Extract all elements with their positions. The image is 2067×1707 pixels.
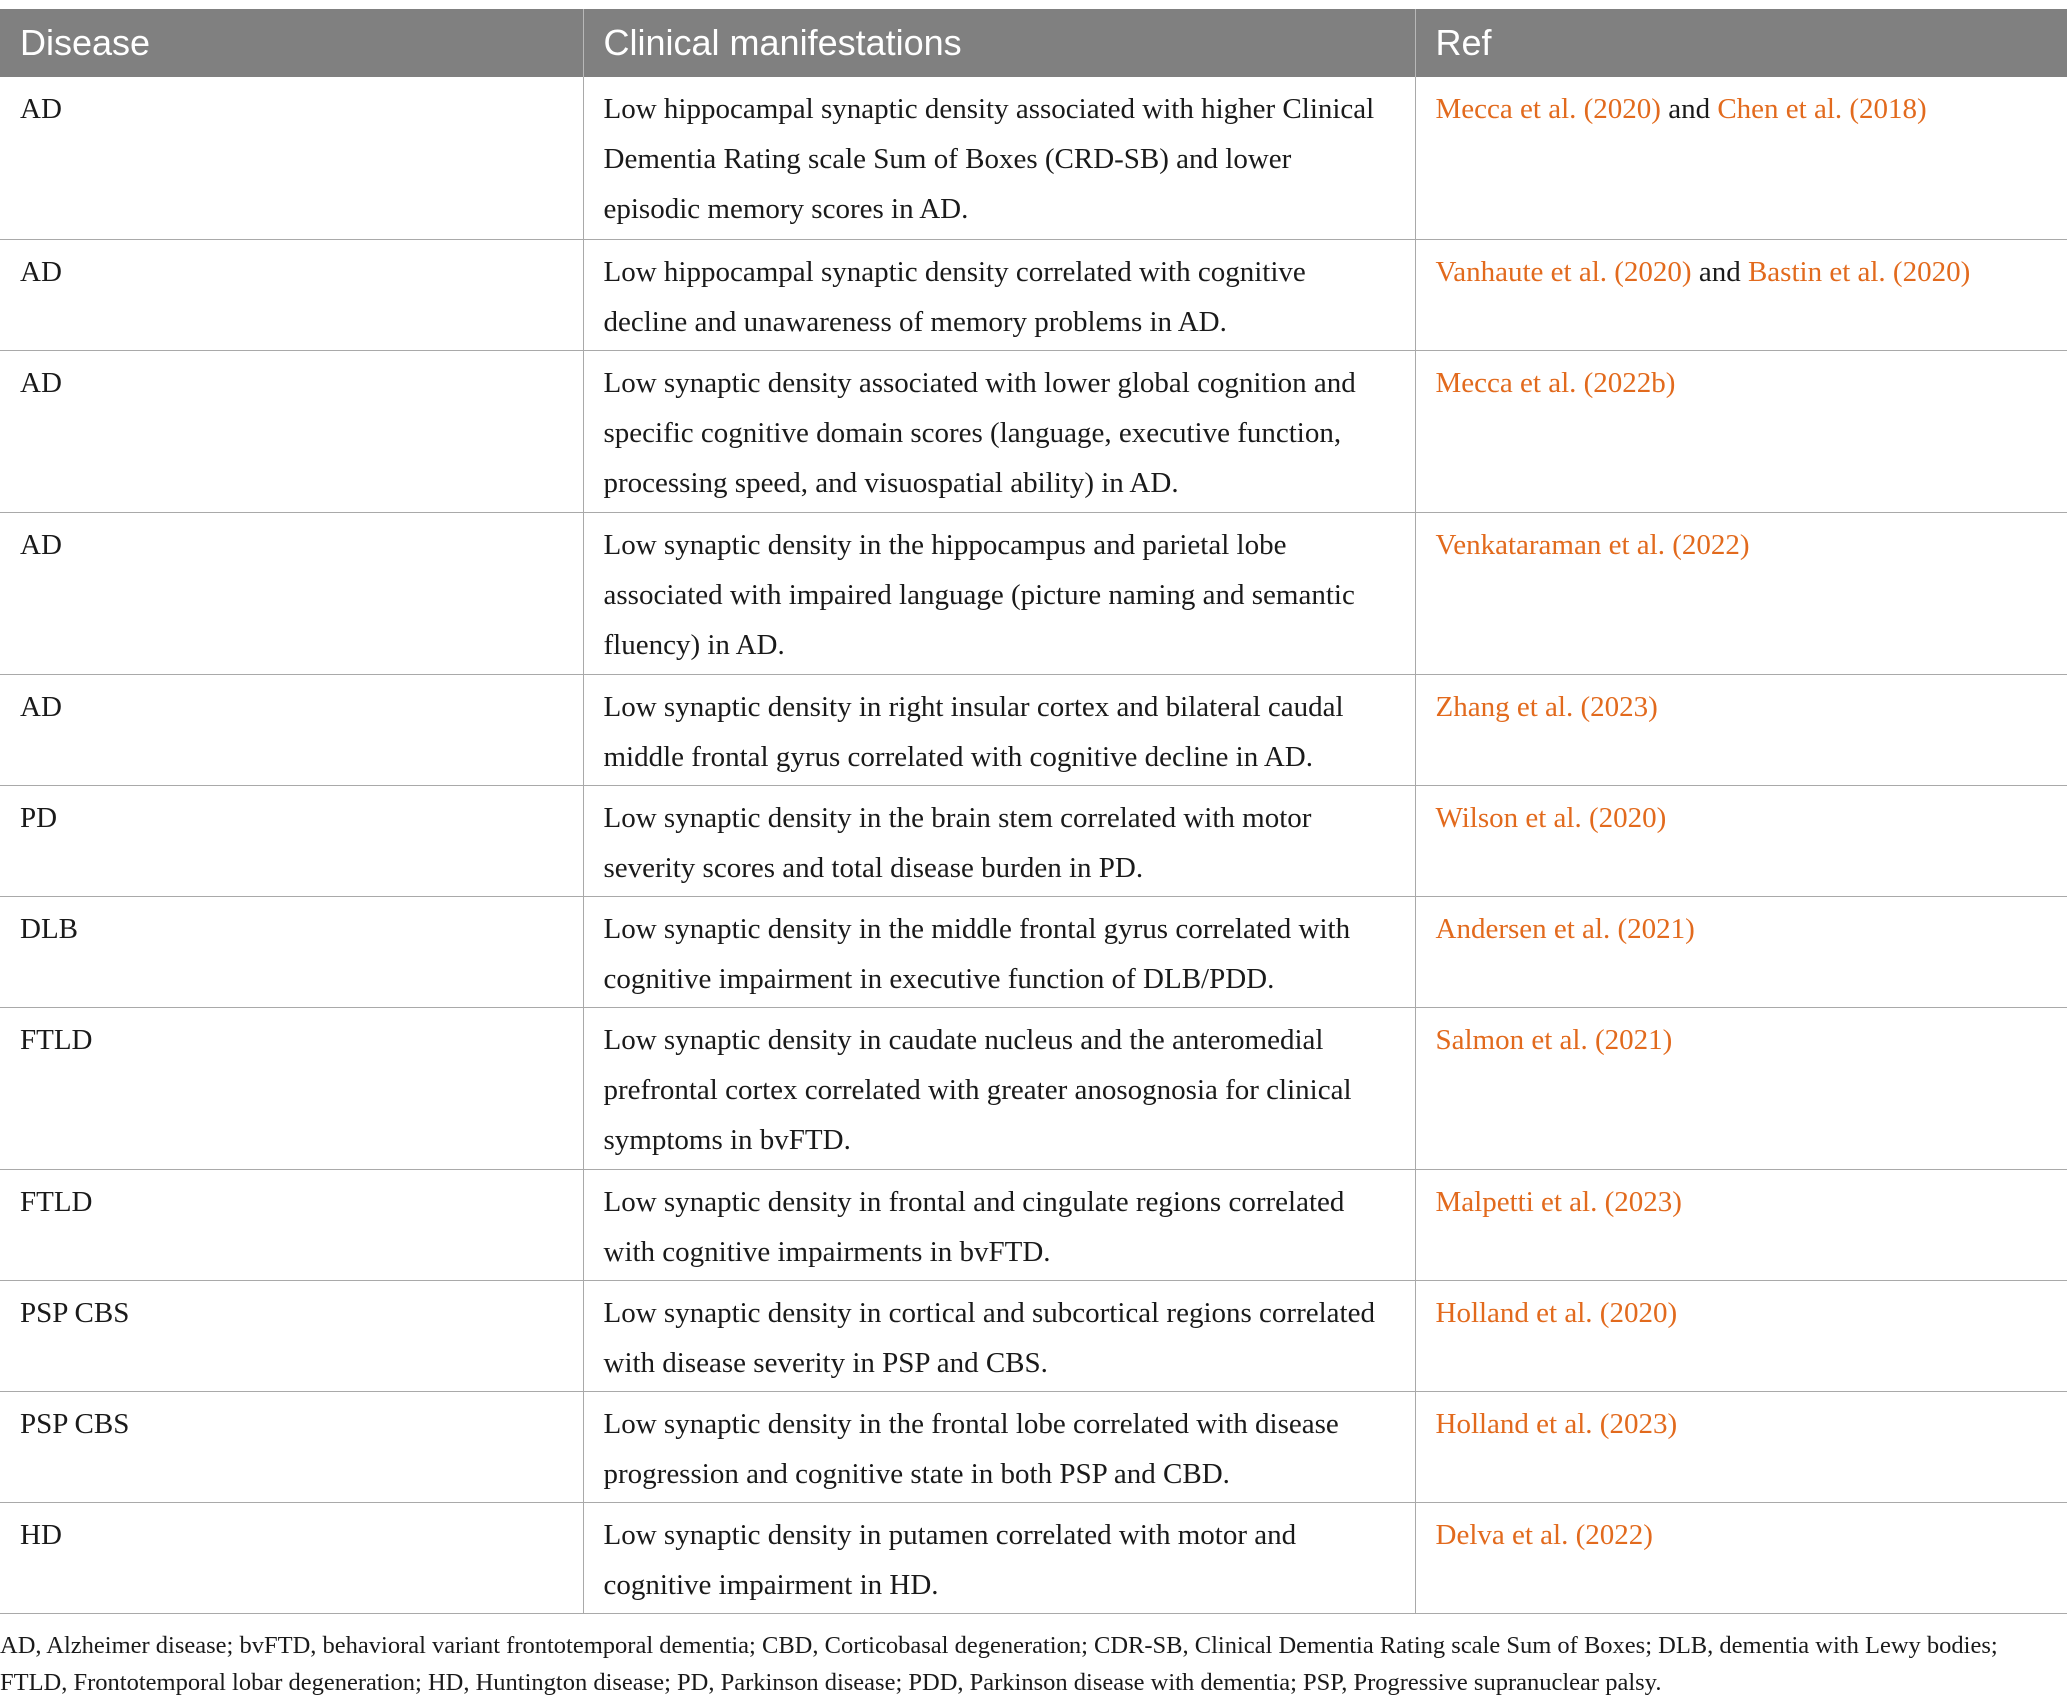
ref-cell	[1415, 1391, 2067, 1502]
ref-cell	[1415, 512, 2067, 674]
disease-cell: AD	[0, 674, 583, 785]
clinical-cell: Low synaptic density associated with lower global cognition and specific cognitive domain scores (language, executive function, processing speed, and visuospatial ability) in AD.	[583, 350, 1415, 512]
ref-link[interactable]: Venkataraman et al. (2022)	[1435, 528, 1750, 561]
ref-link[interactable]: Mecca et al. (2022b)	[1435, 366, 1676, 399]
ref-cell	[1415, 1007, 2067, 1169]
ref-cell	[1415, 350, 2067, 512]
ref-link[interactable]: Holland et al. (2020)	[1435, 1296, 1678, 1329]
header-disease: Disease	[0, 9, 583, 77]
disease-cell: HD	[0, 1502, 583, 1613]
ref-link[interactable]: Delva et al. (2022)	[1435, 1518, 1653, 1551]
ref-link[interactable]: Mecca et al. (2020)	[1435, 93, 1661, 125]
header-clinical-manifestations: Clinical manifestations	[583, 9, 1415, 77]
clinical-cell: Low synaptic density in the brain stem correlated with motor severity scores and total disease burden in PD.	[583, 785, 1415, 896]
ref-cell	[1415, 674, 2067, 785]
ref-conjunction: and	[1660, 93, 1718, 125]
clinical-cell: Low synaptic density in the middle frontal gyrus correlated with cognitive impairment in executive function of DLB/PDD.	[583, 896, 1415, 1007]
disease-cell: AD	[0, 350, 583, 512]
clinical-cell: Low hippocampal synaptic density correlated with cognitive decline and unawareness of memory problems in AD.	[583, 239, 1415, 350]
disease-cell: DLB	[0, 896, 583, 1007]
ref-cell	[1415, 896, 2067, 1007]
disease-cell: FTLD	[0, 1169, 583, 1280]
ref-cell	[1415, 1280, 2067, 1391]
ref-link[interactable]: Andersen et al. (2021)	[1435, 912, 1695, 945]
table-row	[0, 239, 2067, 350]
table-header	[0, 9, 2067, 77]
table-footnote: AD, Alzheimer disease; bvFTD, behavioral variant frontotemporal dementia; CBD, Corticobasal degeneration; CDR-SB, Clinical Dementia Rating scale Sum of Boxes; DLB, dementia with Lewy bodies; FTLD, Frontotemporal lobar degeneration; HD, Huntington disease; PD, Parkinson disease; PDD, Parkinson disease with dementia; PSP, Progressive supranuclear palsy.	[0, 1632, 1998, 1696]
table-row	[0, 512, 2067, 674]
clinical-manifestations-table	[0, 9, 2067, 1614]
ref-conjunction: and	[1691, 255, 1748, 288]
ref-link[interactable]: Chen et al. (2018)	[1717, 93, 1927, 125]
ref-cell	[1415, 785, 2067, 896]
disease-cell: AD	[0, 512, 583, 674]
table-row	[0, 1391, 2067, 1502]
clinical-cell: Low synaptic density in caudate nucleus and the anteromedial prefrontal cortex correlated with greater anosognosia for clinical symptoms in bvFTD.	[583, 1007, 1415, 1169]
header-row	[0, 9, 2067, 77]
disease-cell: FTLD	[0, 1007, 583, 1169]
table-row	[0, 350, 2067, 512]
disease-cell: PSP CBS	[0, 1280, 583, 1391]
table-row	[0, 1280, 2067, 1391]
clinical-cell: Low synaptic density in the frontal lobe correlated with disease progression and cognitive state in both PSP and CBD.	[583, 1391, 1415, 1502]
ref-link[interactable]: Vanhaute et al. (2020)	[1435, 255, 1692, 288]
ref-link[interactable]: Holland et al. (2023)	[1435, 1407, 1678, 1440]
disease-cell: AD	[0, 239, 583, 350]
disease-cell: AD	[0, 77, 583, 239]
clinical-cell: Low synaptic density in right insular cortex and bilateral caudal middle frontal gyrus correlated with cognitive decline in AD.	[583, 674, 1415, 785]
ref-link[interactable]: Zhang et al. (2023)	[1435, 690, 1658, 723]
clinical-cell: Low synaptic density in putamen correlated with motor and cognitive impairment in HD.	[583, 1502, 1415, 1613]
clinical-cell: Low synaptic density in the hippocampus and parietal lobe associated with impaired language (picture naming and semantic fluency) in AD.	[583, 512, 1415, 674]
ref-link[interactable]: Salmon et al. (2021)	[1435, 1023, 1673, 1056]
ref-link[interactable]: Bastin et al. (2020)	[1747, 255, 1971, 288]
table-row	[0, 674, 2067, 785]
header-ref: Ref	[1415, 9, 2067, 77]
ref-cell	[1415, 1169, 2067, 1280]
table-row	[0, 1007, 2067, 1169]
table-row	[0, 896, 2067, 1007]
table-row	[0, 1502, 2067, 1613]
ref-link[interactable]: Malpetti et al. (2023)	[1435, 1185, 1682, 1218]
clinical-cell: Low synaptic density in cortical and subcortical regions correlated with disease severity in PSP and CBS.	[583, 1280, 1415, 1391]
disease-cell: PSP CBS	[0, 1391, 583, 1502]
clinical-cell: Low hippocampal synaptic density associated with higher Clinical Dementia Rating scale Sum of Boxes (CRD-SB) and lower episodic memory scores in AD.	[583, 77, 1415, 239]
ref-cell	[1415, 77, 2067, 239]
table-row	[0, 1169, 2067, 1280]
table-body	[0, 77, 2067, 1613]
table-row	[0, 77, 2067, 239]
table-row	[0, 785, 2067, 896]
clinical-cell: Low synaptic density in frontal and cingulate regions correlated with cognitive impairments in bvFTD.	[583, 1169, 1415, 1280]
ref-link[interactable]: Wilson et al. (2020)	[1435, 801, 1667, 834]
ref-cell	[1415, 239, 2067, 350]
ref-cell	[1415, 1502, 2067, 1613]
disease-cell: PD	[0, 785, 583, 896]
